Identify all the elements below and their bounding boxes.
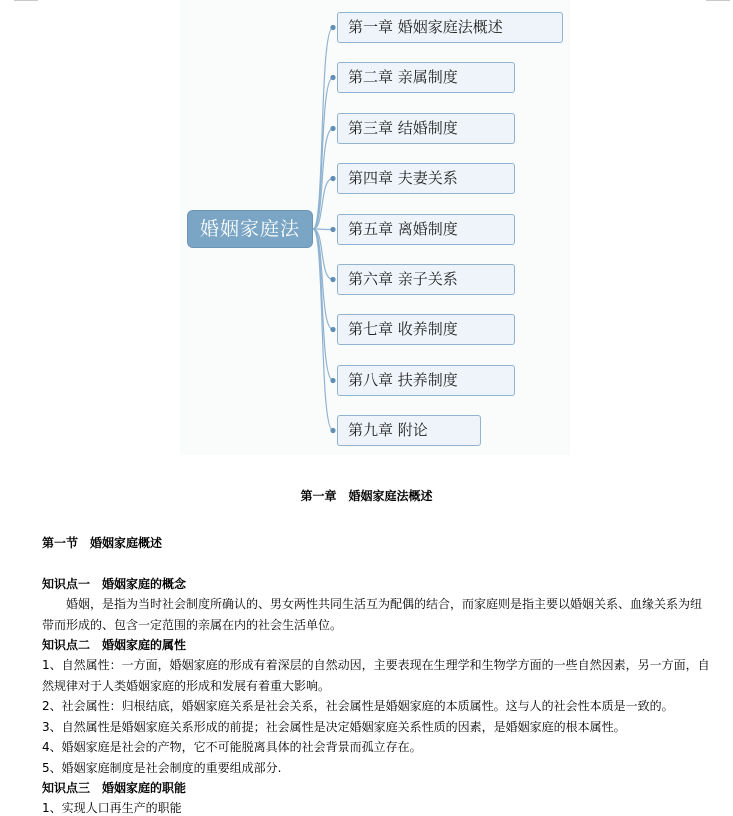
mind-map-branch-node: 第七章 收养制度 [337,314,515,345]
mind-map-branch-node: 第三章 结婚制度 [337,113,515,144]
mind-map-connector-dot [330,227,335,232]
attribute-item-1-line-1: 1、自然属性：一方面，婚姻家庭的形成有着深层的自然动因，主要表现在生理学和生物学方面的一些自然因素，另一方面，自 [42,658,710,672]
knowledge-point-1-title: 知识点一 婚姻家庭的概念 [42,577,187,591]
knowledge-point-1-paragraph-line-2: 带而形成的、包含一定范围的亲属在内的社会生活单位。 [42,618,343,632]
attribute-item-4: 4、婚姻家庭是社会的产物，它不可能脱离具体的社会背景而孤立存在。 [42,740,422,754]
function-item-1: 1、实现人口再生产的职能 [42,801,182,815]
mind-map-diagram [180,0,570,455]
mind-map-connector-dot [330,277,335,282]
mind-map-root-node: 婚姻家庭法 [187,210,313,248]
page-corner-mark-right [706,0,730,1]
mind-map-branch-node: 第一章 婚姻家庭法概述 [337,12,563,43]
mind-map-branch-node: 第九章 附论 [337,415,481,446]
page-corner-mark-left [14,0,38,1]
attribute-item-5: 5、婚姻家庭制度是社会制度的重要组成部分. [42,761,282,775]
mind-map-branch-node: 第八章 扶养制度 [337,365,515,396]
mind-map-connector-dot [330,378,335,383]
mind-map-connector-dot [330,176,335,181]
mind-map-branch-node: 第六章 亲子关系 [337,264,515,295]
attribute-item-2: 2、社会属性：归根结底，婚姻家庭关系是社会关系，社会属性是婚姻家庭的本质属性。这与人的社会性本质是一致的。 [42,699,674,713]
knowledge-point-3-title: 知识点三 婚姻家庭的职能 [42,781,187,795]
mind-map-connector-dot [330,75,335,80]
mind-map-branch-node: 第五章 离婚制度 [337,214,515,245]
mind-map-branch-node: 第二章 亲属制度 [337,62,515,93]
knowledge-point-1-paragraph-line-1: 婚姻，是指为当时社会制度所确认的、男女两性共同生活互为配偶的结合，而家庭则是指主要以婚姻关系、血缘关系为纽 [42,597,703,611]
attribute-item-3: 3、自然属性是婚姻家庭关系形成的前提；社会属性是决定婚姻家庭关系性质的因素，是婚姻家庭的根本属性。 [42,720,626,734]
mind-map-connector-dot [330,428,335,433]
attribute-item-1-line-2: 然规律对于人类婚姻家庭的形成和发展有着重大影响。 [42,679,331,693]
knowledge-point-2-title: 知识点二 婚姻家庭的属性 [42,638,187,652]
mind-map-connector-dot [330,126,335,131]
mind-map-connector-dot [330,327,335,332]
section-title: 第一节 婚姻家庭概述 [42,536,163,550]
mind-map-branch-node: 第四章 夫妻关系 [337,163,515,194]
mind-map-connector-line [313,229,333,230]
chapter-title: 第一章 婚姻家庭法概述 [300,489,433,503]
mind-map-connector-dot [330,25,335,30]
